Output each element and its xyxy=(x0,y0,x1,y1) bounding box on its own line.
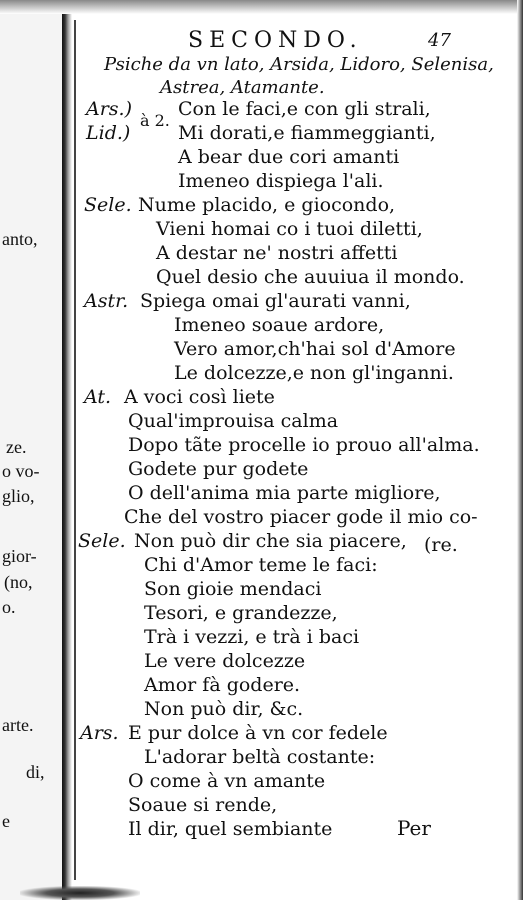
verse-line: Imeneo dispiega l'ali. xyxy=(178,170,384,192)
left-fragment: o. xyxy=(2,597,16,617)
duet-mark: à 2. xyxy=(140,111,170,130)
verse-line: Godete pur godete xyxy=(128,458,309,480)
verse-line: Mi dorati,e fiammeggianti, xyxy=(178,122,436,144)
verse-line: Nume placido, e giocondo, xyxy=(138,194,396,216)
verse-line: Imeneo soaue ardore, xyxy=(174,314,385,336)
left-fragment: glio, xyxy=(2,486,35,506)
book-gutter xyxy=(62,0,72,900)
left-fragment: arte. xyxy=(2,715,34,735)
left-fragment: (no, xyxy=(4,572,33,592)
verse-line: Vieni homai co i tuoi diletti, xyxy=(156,218,423,240)
running-title: SECONDO. xyxy=(188,28,363,53)
turnover-fragment: (re. xyxy=(424,534,458,556)
speaker-label: Sele. xyxy=(78,530,126,552)
scan-top-shadow xyxy=(0,0,523,14)
left-fragment: anto, xyxy=(2,229,38,249)
left-page-edge xyxy=(0,0,66,900)
scan-right-shadow xyxy=(517,0,523,900)
left-fragment: gior- xyxy=(2,546,37,566)
verse-line: Dopo tãte procelle io prouo all'alma. xyxy=(128,434,480,456)
verse-line: Son gioie mendaci xyxy=(144,578,322,600)
verse-line: Chi d'Amor teme le faci: xyxy=(144,554,378,576)
speaker-label: Sele. xyxy=(84,194,132,216)
verse-line: Non può dir che sia piacere, xyxy=(134,530,407,552)
verse-line: E pur dolce à vn cor fedele xyxy=(128,722,388,744)
verse-line: Le dolcezze,e non gl'inganni. xyxy=(174,362,454,384)
verse-line: Qual'improuisa calma xyxy=(128,410,339,432)
cast-list-line: Psiche da vn lato, Arsida, Lidoro, Selenisa, xyxy=(104,54,494,75)
left-fragment: ze. xyxy=(6,437,27,457)
catchword: Per xyxy=(397,816,431,840)
speaker-label: Ars. xyxy=(80,722,119,744)
speaker-label: At. xyxy=(84,386,112,408)
verse-line: O dell'anima mia parte migliore, xyxy=(128,482,441,504)
verse-line: Il dir, quel sembiante xyxy=(128,818,333,840)
verse-line: A voci così liete xyxy=(124,386,275,408)
cast-list-line: Astrea, Atamante. xyxy=(160,77,325,98)
verse-line: Che del vostro piacer gode il mio co- xyxy=(124,506,478,528)
verse-line: Quel desio che auuiua il mondo. xyxy=(156,266,465,288)
ink-blot xyxy=(20,886,140,900)
left-fragment: o vo- xyxy=(2,461,40,481)
verse-line: Tesori, e grandezze, xyxy=(144,602,338,624)
verse-line: A bear due cori amanti xyxy=(178,146,400,168)
verse-line: Amor fà godere. xyxy=(144,674,301,696)
verse-line: L'adorar beltà costante: xyxy=(144,746,376,768)
verse-line: Trà i vezzi, e trà i baci xyxy=(144,626,360,648)
speaker-label: Astr. xyxy=(84,290,129,312)
page-number: 47 xyxy=(428,30,451,51)
verse-line: Vero amor,ch'hai sol d'Amore xyxy=(174,338,456,360)
verse-line: Spiega omai gl'aurati vanni, xyxy=(140,290,411,312)
verse-line: Soaue si rende, xyxy=(128,794,278,816)
verse-line: Le vere dolcezze xyxy=(144,650,306,672)
page-edge-line xyxy=(74,20,76,880)
verse-line: O come à vn amante xyxy=(128,770,326,792)
speaker-label: Lid.) xyxy=(86,122,131,144)
verse-line: Con le faci,e con gli strali, xyxy=(178,98,431,120)
left-fragment: e xyxy=(2,811,10,831)
left-fragment: di, xyxy=(26,762,45,782)
speaker-label: Ars.) xyxy=(86,98,133,120)
verse-line: A destar ne' nostri affetti xyxy=(156,242,398,264)
verse-line: Non può dir, &c. xyxy=(144,698,304,720)
